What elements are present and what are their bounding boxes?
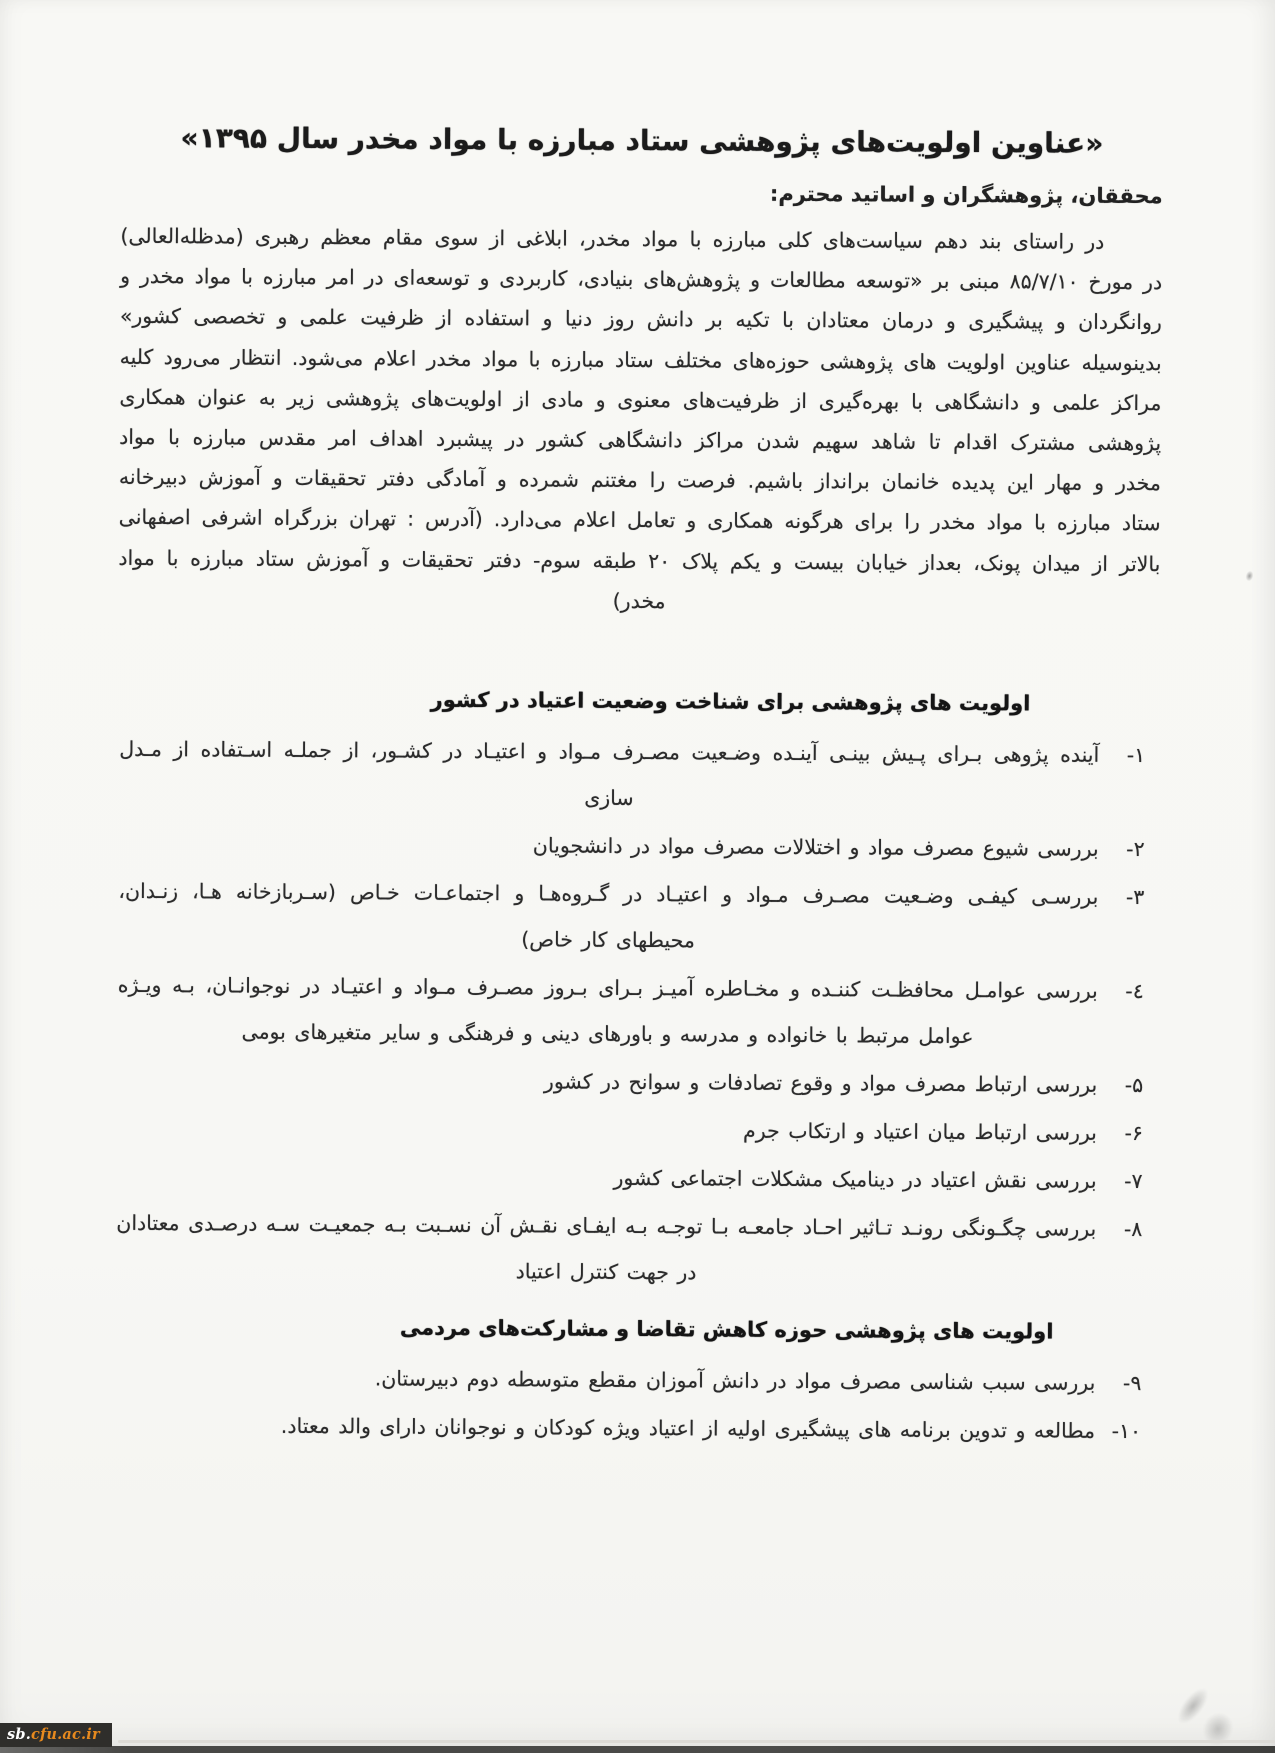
watermark-prefix: sb.: [7, 1725, 31, 1743]
page-title: «عناوین اولویت‌های پژوهشی ستاد مبارزه با مواد مخدر سال ۱۳۹۵»: [180, 121, 1104, 160]
document-content: [113, 121, 1163, 1456]
scanner-edge-strip: [0, 1746, 1275, 1753]
intro-paragraph: در راستای بند دهم سیاست‌های کلی مبارزه با مواد مخدر، ابلاغی از سوی مقام معظم رهبری (مدظله‌العالی) در مورخ ۸۵/۷/۱۰ مبنی بر «توسعه مطالعات و پژوهش‌های بنیادی، کاربردی و توسعه‌ای در امر مبارزه با مواد مخدر و روانگردان و پیشگیری و درمان معتادان با تکیه بر دانش روز دنیا و استفاده از ظرفیت علمی و تخصصی کشور» بدینوسیله عناوین اولویت های پژوهشی حوزه‌های مختلف ستاد مبارزه با مواد مخدر اعلام می‌شود. انتظار می‌رود کلیه مراکز علمی و دانشگاهی با بهره‌گیری از ظرفیت‌های معنوی و مادی از اولویت‌های پژوهشی زیر به عنوان همکاری پژوهشی مشترک اقدام تا شاهد سهیم شدن مراکز دانشگاهی کشور در پیشبرد اهداف امر مقدس مبارزه با مواد مخدر و مهار این پدیده خانمان برانداز باشیم. فرصت را مغتنم شمرده و آمادگی دفتر تحقیقات و آموزش دبیرخانه ستاد مبارزه با مواد مخدر را برای هرگونه همکاری و تعامل اعلام می‌دارد. (آدرس : تهران بزرگراه اشرفی اصفهانی بالاتر از میدان پونک، بعداز خیابان بیست و یکم پلاک ۲۰ طبقه سوم- دفتر تحقیقات و آموزش ستاد مبارزه با مواد مخدر): [118, 223, 1163, 613]
list-item: [117, 962, 1144, 1060]
item-text: بررسی شیوع مصرف مواد و اختلالات مصرف مواد در دانشجویان: [532, 833, 1099, 861]
item-text: مطالعه و تدوین برنامه های پیشگیری اولیه از اعتیاد ویژه کودکان و نوجوانان دارای والد معتاد.: [280, 1413, 1096, 1443]
list-item: [116, 1152, 1142, 1204]
item-number: ۸-: [1123, 1216, 1143, 1242]
item-text: بررسی سبب شناسی مصرف مواد در دانش آموزان مقطع متوسطه دوم دبیرستان.: [374, 1366, 1096, 1395]
list-item: [115, 1402, 1141, 1454]
list-item: [117, 1056, 1143, 1108]
item-text: بررسی عوامـل محافظـت کننـده و مخـاطره آمیـز بـرای بـروز مصـرف مـواد و اعتیـاد در نوجوانـان، بـه ویـژه عوامل مرتبط با خانواده و مدرسه و باورهای دینی و فرهنگی و سایر متغیرهای بومی: [117, 972, 1098, 1049]
section-heading-2: اولویت های پژوهشی حوزه کاهش تقاضا و مشارکت‌های مردمی: [399, 1315, 1054, 1344]
list-item: [115, 1354, 1141, 1406]
list-item: [116, 1200, 1143, 1298]
item-number: ۲-: [1126, 836, 1145, 862]
item-number: ۳-: [1125, 884, 1145, 910]
item-text: بررسـی کیفـی وضـعیت مصـرف مـواد و اعتیـاد در گـروه‌هـا و اجتماعـات خـاص (سـربازخانه هـا، زنـدان، محیطهای کار خاص): [118, 878, 1099, 953]
list-item: [118, 868, 1145, 966]
list-item: [119, 820, 1145, 872]
item-number: ۱۰-: [1111, 1418, 1142, 1444]
list-item: [117, 1104, 1143, 1156]
watermark-badge: [0, 1723, 112, 1747]
smudge-mark: [1197, 1707, 1239, 1750]
item-number: ٤-: [1125, 978, 1144, 1004]
paper-edge-line: [118, 1740, 1275, 1743]
section-heading-1: اولویت های پژوهشی برای شناخت وضعیت اعتیاد در کشور: [430, 687, 1031, 716]
priority-list-1: [114, 726, 1159, 1298]
item-text: بررسی ارتباط میان اعتیاد و ارتکاب جرم: [742, 1118, 1097, 1145]
watermark-domain: cfu.ac.ir: [30, 1725, 100, 1743]
item-text: بررسی چگـونگی رونـد تـاثیر احـاد جامعـه بـا توجـه بـه ایفـای نقـش آن نسـبت بـه جمعیـت سـه درصـدی معتادان در جهت کنترل اعتیاد: [116, 1210, 1097, 1285]
item-number: ۹-: [1122, 1370, 1142, 1396]
item-text: بررسی ارتباط مصرف مواد و وقوع تصادفات و سوانح در کشور: [543, 1069, 1098, 1097]
item-number: ۵-: [1124, 1072, 1144, 1098]
scan-speck: [1245, 570, 1254, 581]
item-number: ۷-: [1124, 1168, 1143, 1194]
item-text: بررسی نقش اعتیاد در دینامیک مشکلات اجتماعی کشور: [613, 1165, 1097, 1193]
item-number: ۱-: [1126, 742, 1146, 768]
item-text: آینده پژوهی بـرای پـیش بینـی آینـده وضـعیت مصـرف مـواد و اعتیـاد در کشـور، از جملـه اسـتفاده از مـدل سازی: [119, 736, 1100, 810]
item-number: ۶-: [1124, 1120, 1143, 1146]
list-item: [119, 726, 1146, 824]
priority-list-2: [113, 1354, 1156, 1454]
salutation-line: محققان، پژوهشگران و اساتید محترم:: [769, 181, 1163, 209]
smudge-mark: [1172, 1683, 1215, 1730]
